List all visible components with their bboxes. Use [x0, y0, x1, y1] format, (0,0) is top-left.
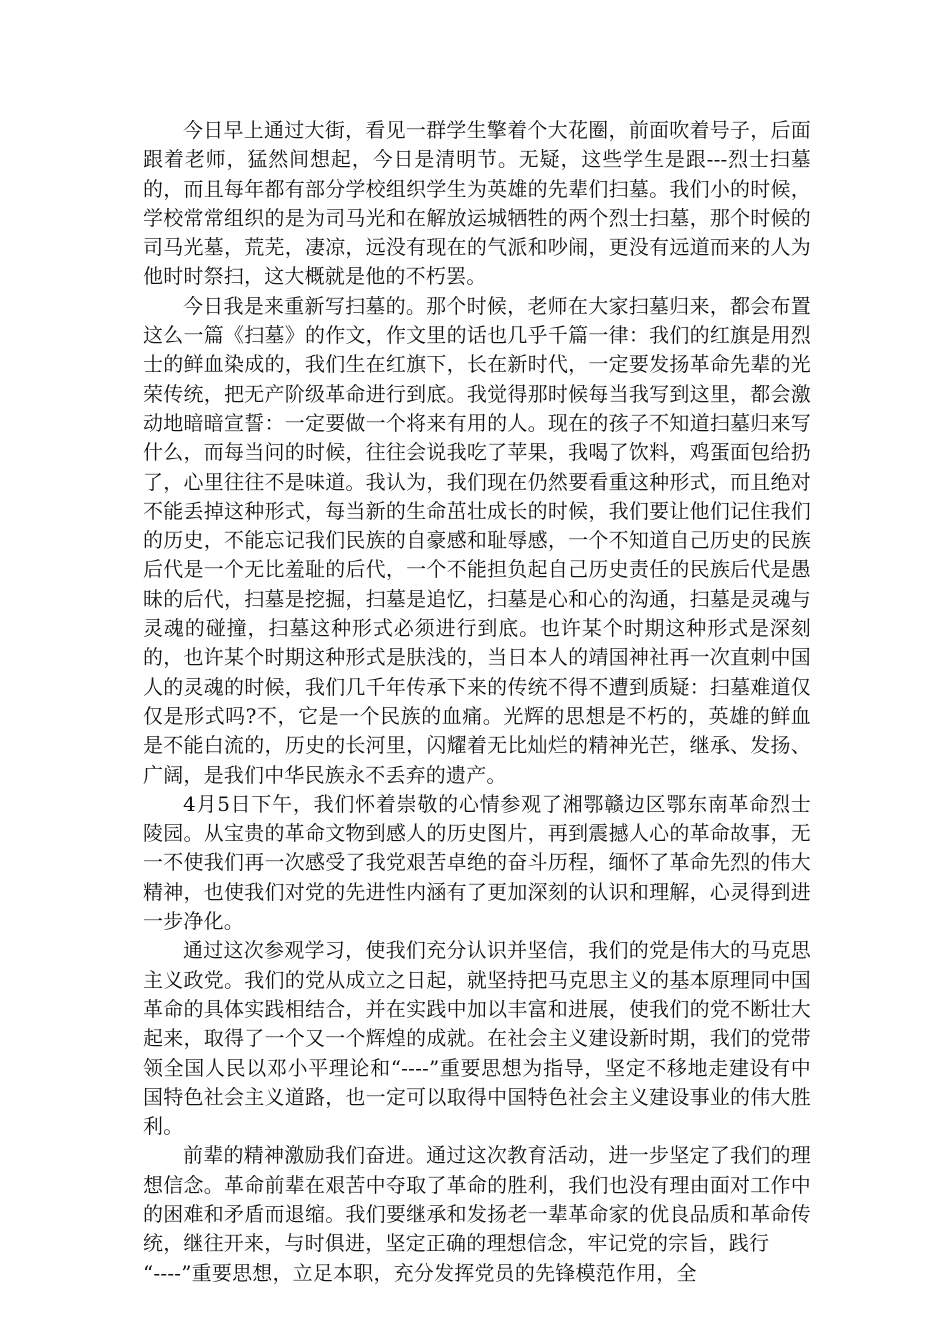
- document-body: [143, 116, 811, 1288]
- paragraph-qingming-street: 今日早上通过大街，看见一群学生擎着个大花圈，前面吹着号子，后面跟着老师，猛然间想起，今日是清明节。无疑，这些学生是跟---烈士扫墓的，而且每年都有部分学校组织学生为英雄的先辈们扫墓。我们小的时候，学校常常组织的是为司马光和在解放运城牺牲的两个烈士扫墓，那个时候的司马光墓，荒芜，凄凉，远没有现在的气派和吵闹，更没有远道而来的人为他时时祭扫，这大概就是他的不朽罢。: [143, 118, 811, 289]
- paragraph-continued-line: “----”重要思想，立足本职，充分发挥党员的先锋模范作用，全: [143, 1260, 697, 1285]
- paragraph-predecessors-spirit: 前辈的精神激励我们奋进。通过这次教育活动，进一步坚定了我们的理想信念。革命前辈在艰苦中夺取了革命的胜利，我们也没有理由面对工作中的困难和矛盾而退缩。我们要继承和发扬老一辈革命家的优良品质和革命传统，继往开来，与时俱进，坚定正确的理想信念，牢记党的宗旨，践行: [143, 1143, 811, 1256]
- paragraph-party-belief: 通过这次参观学习，使我们充分认识并坚信，我们的党是伟大的马克思主义政党。我们的党从成立之日起，就坚持把马克思主义的基本原理同中国革命的具体实践相结合，并在实践中加以丰富和进展，使我们的党不断壮大起来，取得了一个又一个辉煌的成就。在社会主义建设新时期，我们的党带领全国人民以邓小平理论和“----”重要思想为指导，坚定不移地走建设有中国特色社会主义道路，也一定可以取得中国特色社会主义建设事业的伟大胜利。: [143, 938, 811, 1139]
- paragraph-cemetery-visit: 4月5日下午，我们怀着崇敬的心情参观了湘鄂赣边区鄂东南革命烈士陵园。从宝贵的革命文物到感人的历史图片，再到震撼人心的革命故事，无一不使我们再一次感受了我党艰苦卓绝的奋斗历程，缅怀了革命先烈的伟大精神，也使我们对党的先进性内涵有了更加深刻的认识和理解，心灵得到进一步净化。: [143, 791, 811, 934]
- paragraph-rewrite-sweeping: 今日我是来重新写扫墓的。那个时候，老师在大家扫墓归来，都会布置这么一篇《扫墓》的作文，作文里的话也几乎千篇一律：我们的红旗是用烈士的鲜血染成的，我们生在红旗下，长在新时代，一定要发扬革命先辈的光荣传统，把无产阶级革命进行到底。我觉得那时候每当我写到这里，都会激动地暗暗宣誓：一定要做一个将来有用的人。现在的孩子不知道扫墓归来写什么，而每当问的时候，往往会说我吃了苹果，我喝了饮料，鸡蛋面包给扔了，心里往往不是味道。我认为，我们现在仍然要看重这种形式，而且绝对不能丢掉这种形式，每当新的生命茁壮成长的时候，我们要让他们记住我们的历史，不能忘记我们民族的自豪感和耻辱感，一个不知道自己历史的民族后代是一个无比羞耻的后代，一个不能担负起自己历史责任的民族后代是愚昧的后代，扫墓是挖掘，扫墓是追忆，扫墓是心和心的沟通，扫墓是灵魂与灵魂的碰撞，扫墓这种形式必须进行到底。也许某个时期这种形式是深刻的，也许某个时期这种形式是肤浅的，当日本人的靖国神社再一次直刺中国人的灵魂的时候，我们几千年传承下来的传统不得不遭到质疑：扫墓难道仅仅是形式吗?不，它是一个民族的血痛。光辉的思想是不朽的，英雄的鲜血是不能白流的，历史的长河里，闪耀着无比灿烂的精神光芒，继承、发扬、广阔，是我们中华民族永不丢弃的遗产。: [143, 293, 811, 787]
